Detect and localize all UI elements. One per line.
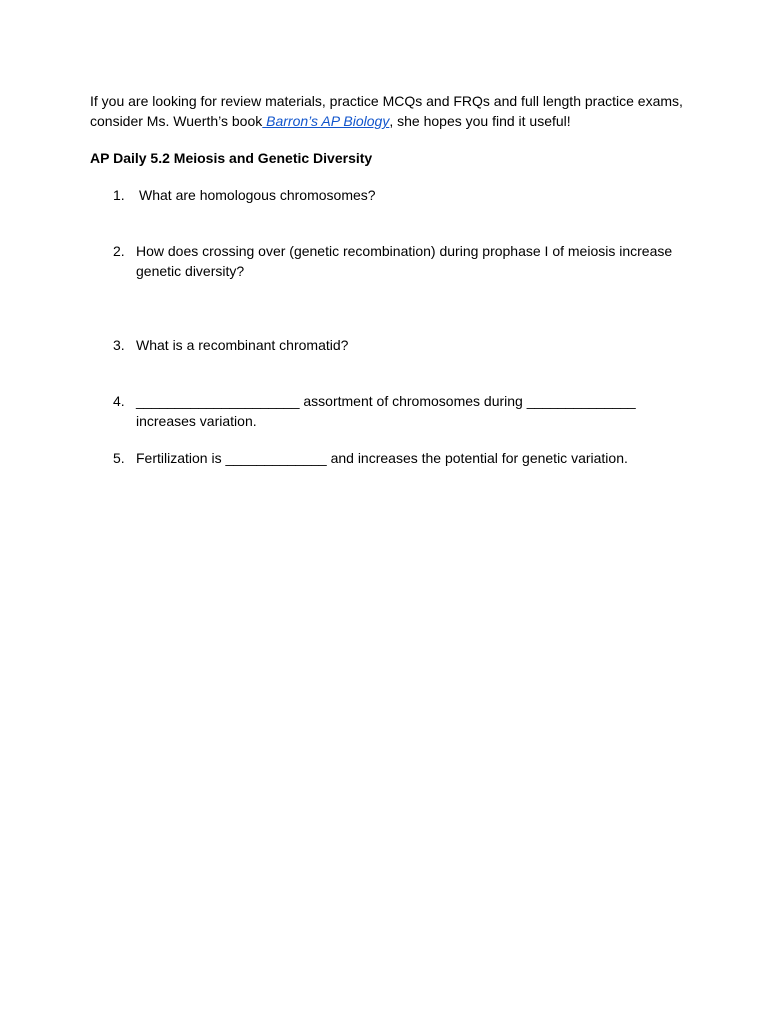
- section-heading: AP Daily 5.2 Meiosis and Genetic Diversity: [90, 150, 373, 166]
- question-text: What is a recombinant chromatid?: [136, 337, 349, 353]
- question-item: [113, 391, 673, 431]
- question-number: 2.: [113, 243, 125, 259]
- question-text: Fertilization is _____________ and increases the potential for genetic variation.: [136, 450, 628, 466]
- barrons-ap-biology-link[interactable]: Barron’s AP Biology: [262, 113, 390, 129]
- question-number: 1.: [113, 187, 125, 203]
- question-number: 3.: [113, 337, 125, 353]
- intro-paragraph: [90, 91, 690, 131]
- question-text: _____________________ assortment of chromosomes during ______________ increases variation.: [136, 393, 636, 429]
- question-text: How does crossing over (genetic recombination) during prophase I of meiosis increase genetic diversity?: [136, 243, 673, 279]
- question-item: [113, 448, 673, 468]
- question-item: [113, 185, 673, 205]
- question-number: 5.: [113, 450, 125, 466]
- intro-text-after-link: , she hopes you find it useful!: [389, 113, 571, 129]
- question-text: What are homologous chromosomes?: [139, 187, 376, 203]
- question-item: [113, 241, 673, 281]
- question-number: 4.: [113, 393, 125, 409]
- question-item: [113, 335, 673, 355]
- intro-text-before-link: If you are looking for review materials, practice MCQs and FRQs and full length practice exams, consider Ms. Wuerth’s book: [90, 93, 683, 129]
